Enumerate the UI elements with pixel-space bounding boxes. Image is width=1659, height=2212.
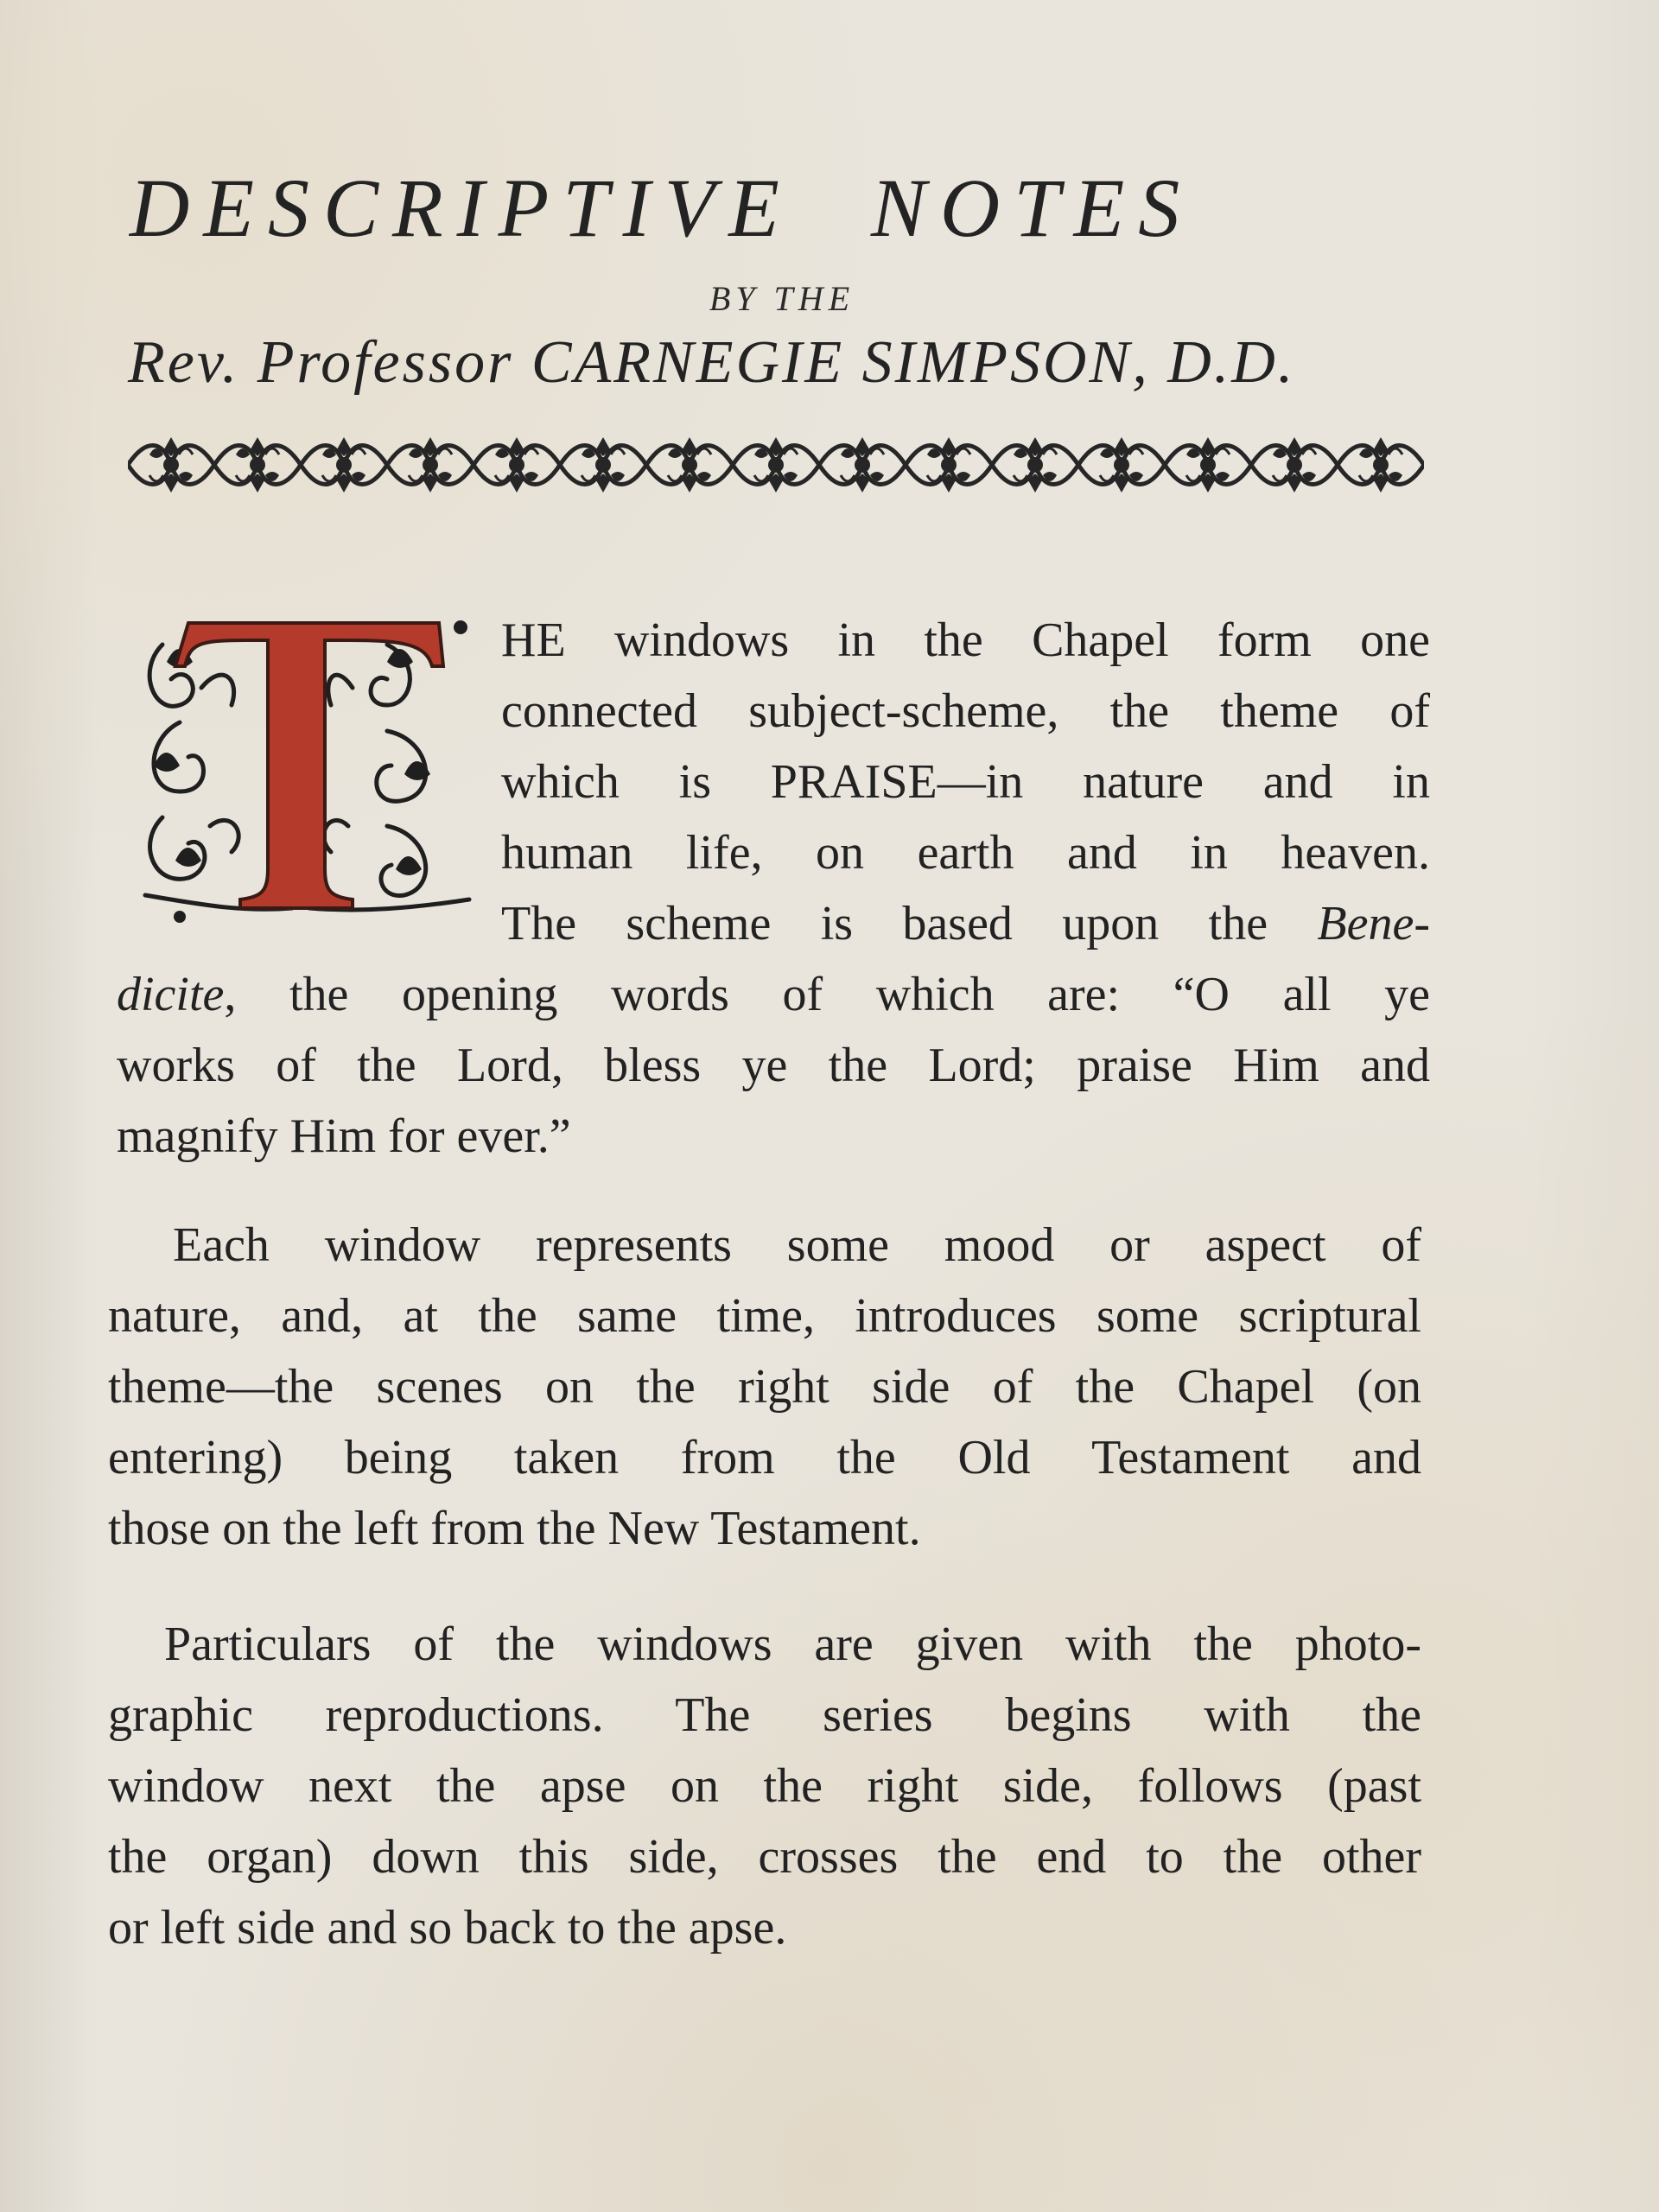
- text-line: or left side and so back to the apse.: [108, 1901, 787, 1955]
- text-line: window next the apse on the right side, follows (past: [108, 1759, 1421, 1813]
- floral-border-ornament: [128, 430, 1424, 499]
- text-line: theme—the scenes on the right side of the Chapel (on: [108, 1360, 1421, 1414]
- text-line: human life, on earth and in heaven.: [501, 826, 1430, 880]
- text-fragment: , the opening words of which are: “O all ye: [224, 968, 1430, 1021]
- paragraph-3: [108, 1609, 1421, 1963]
- text-line: the organ) down this side, crosses the end to the other: [108, 1830, 1421, 1884]
- title-word-notes: NOTES: [870, 162, 1194, 254]
- title-word-descriptive: DESCRIPTIVE: [130, 162, 793, 254]
- text-line: HE windows in the Chapel form one: [501, 613, 1430, 667]
- paragraph-1: [117, 605, 1430, 1172]
- text-line: [117, 959, 1430, 1030]
- text-line: magnify Him for ever.”: [117, 1109, 571, 1163]
- text-line: nature, and, at the same time, introduces some scriptural: [108, 1289, 1421, 1343]
- text-line: connected subject-scheme, the theme of: [501, 684, 1430, 738]
- text-line: [117, 888, 1430, 959]
- text-fragment: The scheme is based upon the: [501, 897, 1318, 950]
- page-title: [130, 160, 1443, 256]
- text-line: Particulars of the windows are given with the photo-: [164, 1618, 1421, 1671]
- text-line: graphic reproductions. The series begins with the: [108, 1688, 1421, 1742]
- text-line: entering) being taken from the Old Testament and: [108, 1431, 1421, 1484]
- italic-word-dicite: dicite: [117, 968, 225, 1021]
- paragraph-2: [108, 1210, 1421, 1564]
- text-line: which is PRAISE—in nature and in: [501, 755, 1430, 809]
- text-line: works of the Lord, bless ye the Lord; praise Him and: [117, 1039, 1430, 1092]
- text-line: Each window represents some mood or aspect of: [173, 1218, 1421, 1272]
- byline: BY THE: [709, 279, 855, 318]
- italic-word-bene: Bene-: [1317, 897, 1430, 950]
- text-line: those on the left from the New Testament.: [108, 1502, 921, 1555]
- author-name: Rev. Professor CARNEGIE SIMPSON, D.D.: [128, 329, 1296, 396]
